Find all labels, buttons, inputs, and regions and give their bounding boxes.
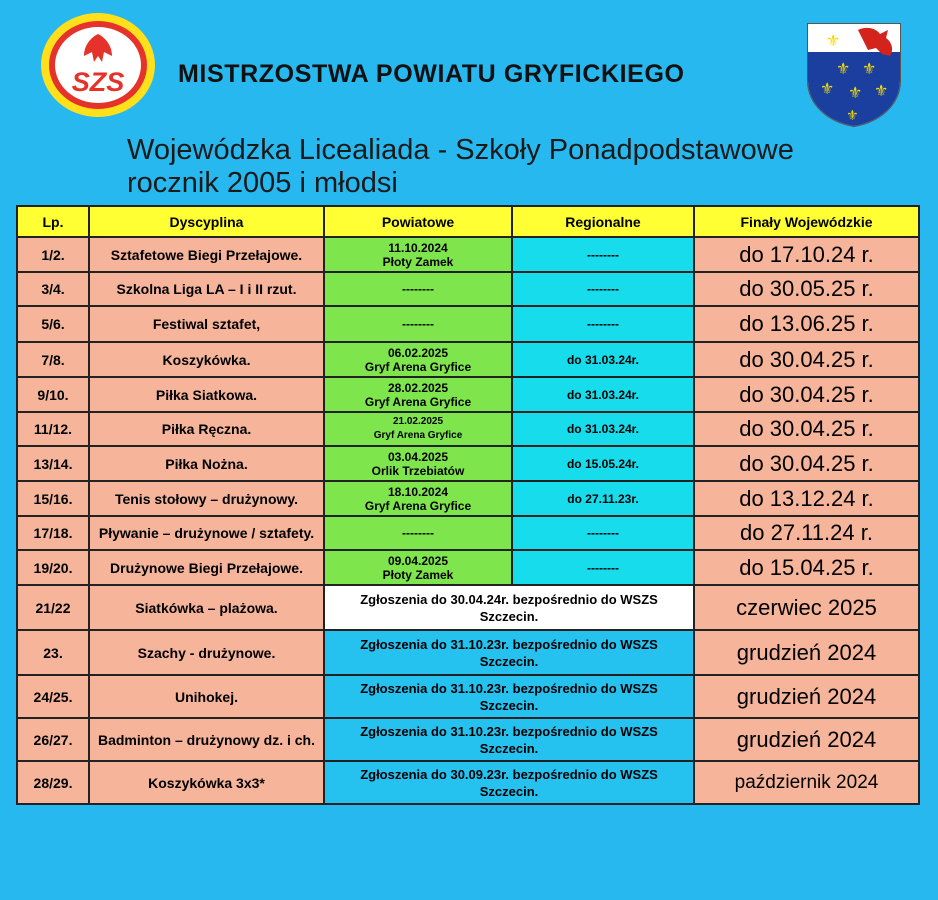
discipline-cell: Szachy - drużynowe. (89, 630, 324, 675)
county-cell (324, 516, 512, 550)
svg-text:⚜: ⚜ (846, 108, 859, 124)
registration-city: Szczecin. (479, 653, 539, 669)
header-cell: Regionalne (512, 206, 694, 237)
subtitle-line-1: Wojewódzka Licealiada - Szkoły Ponadpodstawowe (127, 134, 794, 166)
discipline-cell: Koszykówka. (89, 342, 324, 377)
table-row (17, 630, 919, 675)
table-row (17, 718, 919, 761)
coat-of-arms-icon (806, 22, 902, 128)
final-cell: do 30.04.25 r. (694, 377, 919, 412)
registration-city: Szczecin. (479, 783, 539, 799)
discipline-cell: Tenis stołowy – drużynowy. (89, 481, 324, 516)
final-cell: do 15.04.25 r. (694, 550, 919, 585)
county-date: 28.02.2025 (387, 380, 449, 395)
county-cell (324, 272, 512, 306)
registration-note: Zgłoszenia do 30.09.23r. bezpośrednio do WSZS (360, 766, 658, 782)
discipline-cell: Festiwal sztafet, (89, 306, 324, 342)
schedule-table (16, 205, 920, 805)
svg-text:⚜: ⚜ (826, 31, 841, 50)
svg-text:⚜: ⚜ (848, 83, 863, 102)
subtitle-line-2: rocznik 2005 i młodsi (127, 167, 398, 199)
table-row (17, 761, 919, 804)
registration-note-cell (324, 761, 694, 804)
regional-cell: do 27.11.23r. (512, 481, 694, 516)
final-cell: grudzień 2024 (694, 718, 919, 761)
regional-cell: do 15.05.24r. (512, 446, 694, 481)
regional-cell: -------- (512, 237, 694, 272)
county-venue: Gryf Arena Gryfice (373, 430, 463, 441)
county-venue: Płoty Zamek (382, 254, 454, 269)
county-venue: Gryf Arena Gryfice (364, 394, 472, 409)
table-row (17, 237, 919, 272)
table-row (17, 412, 919, 446)
row-number: 13/14. (17, 446, 89, 481)
regional-cell: -------- (512, 550, 694, 585)
row-number: 11/12. (17, 412, 89, 446)
county-venue: Orlik Trzebiatów (371, 463, 465, 478)
registration-city: Szczecin. (479, 697, 539, 713)
county-cell (324, 446, 512, 481)
regional-cell: do 31.03.24r. (512, 342, 694, 377)
registration-note: Zgłoszenia do 31.10.23r. bezpośrednio do WSZS (360, 680, 658, 696)
discipline-cell: Badminton – drużynowy dz. i ch. (89, 718, 324, 761)
row-number: 17/18. (17, 516, 89, 550)
county-cell (324, 550, 512, 585)
discipline-cell: Szkolna Liga LA – I i II rzut. (89, 272, 324, 306)
county-cell (324, 481, 512, 516)
discipline-cell: Piłka Nożna. (89, 446, 324, 481)
final-cell: do 27.11.24 r. (694, 516, 919, 550)
final-cell: do 30.04.25 r. (694, 412, 919, 446)
svg-text:⚜: ⚜ (820, 79, 835, 98)
final-cell: grudzień 2024 (694, 675, 919, 718)
discipline-cell: Koszykówka 3x3* (89, 761, 324, 804)
regional-cell: -------- (512, 516, 694, 550)
final-cell: do 30.04.25 r. (694, 446, 919, 481)
row-number: 24/25. (17, 675, 89, 718)
table-row (17, 342, 919, 377)
row-number: 26/27. (17, 718, 89, 761)
page-title: MISTRZOSTWA POWIATU GRYFICKIEGO (178, 60, 685, 88)
table-row (17, 675, 919, 718)
szs-logo (40, 12, 156, 118)
county-date: 03.04.2025 (387, 449, 449, 464)
county-date: 06.02.2025 (387, 345, 449, 360)
subtitle (127, 134, 794, 200)
final-cell: do 13.12.24 r. (694, 481, 919, 516)
row-number: 21/22 (17, 585, 89, 630)
discipline-cell: Unihokej. (89, 675, 324, 718)
registration-note-cell (324, 585, 694, 630)
table-row (17, 516, 919, 550)
row-number: 19/20. (17, 550, 89, 585)
table-row (17, 272, 919, 306)
registration-note-cell (324, 718, 694, 761)
county-venue: Gryf Arena Gryfice (364, 498, 472, 513)
discipline-cell: Pływanie – drużynowe / sztafety. (89, 516, 324, 550)
header-cell: Powiatowe (324, 206, 512, 237)
header-cell: Finały Wojewódzkie (694, 206, 919, 237)
table-header-row (17, 206, 919, 237)
county-cell (324, 412, 512, 446)
regional-cell: -------- (512, 272, 694, 306)
registration-note: Zgłoszenia do 31.10.23r. bezpośrednio do WSZS (360, 723, 658, 739)
svg-text:⚜: ⚜ (836, 59, 851, 78)
final-cell: do 30.05.25 r. (694, 272, 919, 306)
row-number: 7/8. (17, 342, 89, 377)
row-number: 15/16. (17, 481, 89, 516)
row-number: 23. (17, 630, 89, 675)
county-date: 09.04.2025 (387, 553, 449, 568)
county-cell (324, 306, 512, 342)
regional-cell: do 31.03.24r. (512, 412, 694, 446)
final-cell: grudzień 2024 (694, 630, 919, 675)
county-cell (324, 237, 512, 272)
registration-note: Zgłoszenia do 31.10.23r. bezpośrednio do WSZS (360, 636, 658, 652)
final-cell: czerwiec 2025 (694, 585, 919, 630)
county-date: 11.10.2024 (388, 240, 448, 255)
county-cell (324, 342, 512, 377)
registration-note-cell (324, 675, 694, 718)
discipline-cell: Piłka Siatkowa. (89, 377, 324, 412)
regional-cell: -------- (512, 306, 694, 342)
regional-cell: do 31.03.24r. (512, 377, 694, 412)
header-cell: Dyscyplina (89, 206, 324, 237)
table-row (17, 550, 919, 585)
table-row (17, 306, 919, 342)
final-cell: do 30.04.25 r. (694, 342, 919, 377)
registration-city: Szczecin. (479, 608, 539, 624)
row-number: 3/4. (17, 272, 89, 306)
county-cell (324, 377, 512, 412)
discipline-cell: Piłka Ręczna. (89, 412, 324, 446)
registration-note-cell (324, 630, 694, 675)
row-number: 5/6. (17, 306, 89, 342)
svg-text:⚜: ⚜ (874, 81, 889, 100)
county-venue: Płoty Zamek (382, 567, 454, 582)
registration-note: Zgłoszenia do 30.04.24r. bezpośrednio do WSZS (360, 591, 658, 607)
county-venue: Gryf Arena Gryfice (364, 359, 472, 374)
county-date: 18.10.2024 (387, 484, 449, 499)
final-cell: do 17.10.24 r. (694, 237, 919, 272)
logo-text: SZS (71, 67, 125, 97)
table-row (17, 481, 919, 516)
county-date: -------- (402, 282, 434, 296)
county-date: -------- (402, 317, 434, 331)
table-row (17, 446, 919, 481)
county-date: 21.02.2025 (392, 416, 444, 427)
row-number: 28/29. (17, 761, 89, 804)
county-date: -------- (402, 526, 434, 540)
registration-city: Szczecin. (479, 740, 539, 756)
row-number: 9/10. (17, 377, 89, 412)
discipline-cell: Drużynowe Biegi Przełajowe. (89, 550, 324, 585)
table-row (17, 377, 919, 412)
discipline-cell: Sztafetowe Biegi Przełajowe. (89, 237, 324, 272)
table-row (17, 585, 919, 630)
final-cell: do 13.06.25 r. (694, 306, 919, 342)
svg-text:⚜: ⚜ (862, 59, 877, 78)
discipline-cell: Siatkówka – plażowa. (89, 585, 324, 630)
header-cell: Lp. (17, 206, 89, 237)
final-cell: październik 2024 (694, 761, 919, 804)
row-number: 1/2. (17, 237, 89, 272)
